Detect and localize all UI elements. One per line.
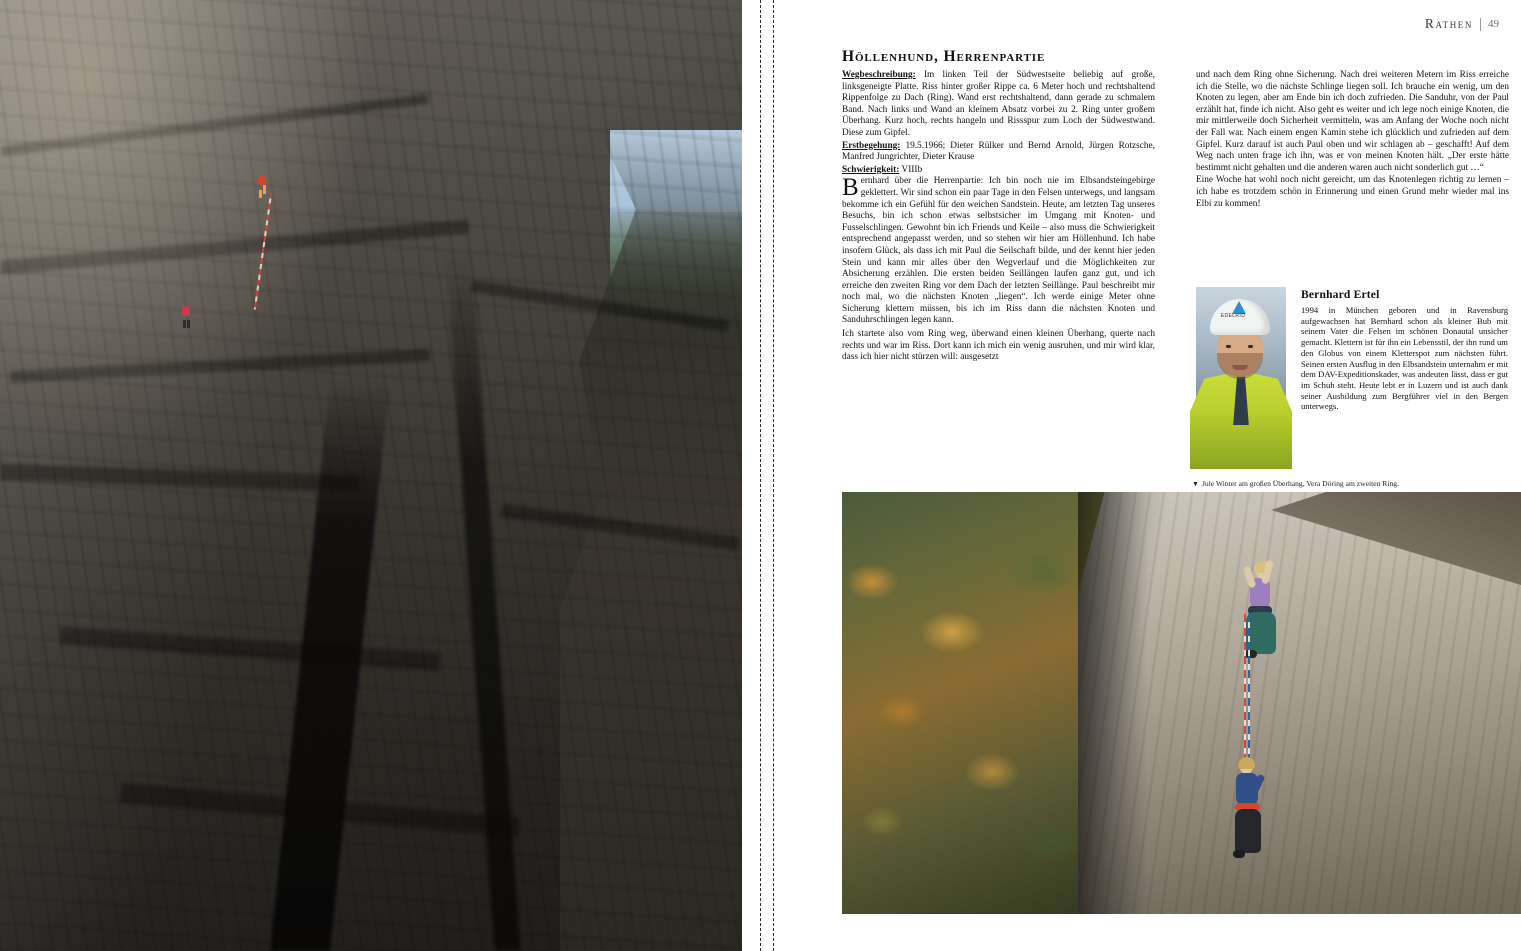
article-paragraph-2-text: Ich startete also vom Ring weg, überwand einen kleinen Überhang, querte nach rechts und war im Riss. Dort kann ich mich ein wenig ausruhen, und mir wird klar, dass ich hier nicht stürzen will: ausgesetzt — [842, 329, 1155, 363]
difficulty-text: VIIIb — [901, 164, 923, 175]
portrait-eye-right — [1248, 345, 1253, 348]
climber-top-legs — [1246, 612, 1276, 654]
fold-line-right — [773, 0, 774, 951]
bio-text: 1994 in München geboren und in Ravensburg aufgewachsen hat Bernhard schon als kleiner Bub mit seinem Vater die Felsen im schönen Donautal unsicher gemacht. Klettern ist für ihn ein Lebensstil, der ihn rund um den Globus von einem Kletterspot zum nächsten führt. Seinen ersten Ausflug in den Elbsandstein unternahm er mit dem DAV-Expeditionskader, was andeuten lässt, dass er gut im Schuh steht. Heute lebt er in Luzern und ist auch dank seiner Ausbildung zum Bergführer viel in den Bergen unterwegs. — [1301, 305, 1508, 412]
portrait-mouth — [1232, 365, 1248, 370]
running-head — [1425, 16, 1499, 32]
page-number: 49 — [1488, 18, 1499, 30]
climber-jule-winter — [1234, 556, 1290, 682]
article-paragraph-4 — [1196, 175, 1509, 210]
caption-bottom-photo-text: Jule Winter am großen Überhang, Vera Döring am zweiten Ring. — [1201, 479, 1399, 488]
label-wegbeschreibung: Wegbeschreibung: — [842, 70, 916, 80]
climber-belayer — [182, 306, 190, 322]
article-paragraph-1 — [842, 176, 1155, 327]
bio-name: Bernhard Ertel — [1301, 289, 1380, 301]
article-paragraph-2 — [842, 329, 1155, 364]
first-ascent-block — [842, 141, 1155, 164]
text-column-right — [1196, 70, 1509, 210]
climber-bottom-legs — [1235, 809, 1261, 853]
article-paragraph-3-text: und nach dem Ring ohne Sicherung. Nach drei weiteren Metern im Riss erreiche ich die Stelle, wo die nächste Schlinge liegen soll. Ich brauche ein wenig, um den Knoten zu legen, aber am Ende bin ich doch zufrieden. Die Sanduhr, von der Paul erzählt hat, finde ich nicht. Also geht es weiter und ich lege noch einige Knoten, die mir mittlerweile doch Sicherheit vermitteln, was am Anfang der Woche noch nicht der Fall war. Nach einem engen Kamin stehe ich glücklich und zufrieden auf dem Gipfel. Kurz darauf ist auch Paul oben und wir schlagen ab – geschafft! Auf dem Weg nach unten frage ich ihn, was er von meinen Knoten hält. „Der erste hätte bestimmt nicht gehalten und die anderen waren auch nicht sonderlich gut …“ — [1196, 70, 1509, 173]
running-head-divider — [1480, 18, 1481, 31]
climber-lead — [258, 176, 266, 192]
label-schwierigkeit: Schwierigkeit: — [842, 164, 900, 175]
label-erstbegehung: Erstbegehung: — [842, 140, 901, 151]
text-column-left — [842, 70, 1155, 364]
portrait-bernhard-ertel — [1196, 287, 1286, 467]
article-paragraph-4-text: Eine Woche hat wohl noch nicht gereicht, um das Knotenlegen richtig zu lernen – ich habe es trotzdem schön in Erinnerung und einen Grund mehr wieder mal ins Elbi zu kommen! — [1196, 175, 1509, 209]
article-paragraph-1-text: ernhard über die Herrenpartie: Ich bin noch nie im Elbsandsteingebirge geklettert. Wir sind schon ein paar Tage in den Felsen unterwegs, und langsam bekomme ich ein Gefühl für den weichen Sandstein. Heute, am letzten Tag unseres Besuchs, bin ich schon etwas selbstsicher im Umgang mit Knoten- und Fusselschlingen. Gewohnt bin ich Friends und Keile – also muss die Schwierigkeit entsprechend angepasst werden, und so stehen wir hier am Höllenhund. Ich habe insofern Glück, als dass ich mit Paul die Seilschaft bilde, und der kennt hier jeden Stein und kann mir alles über den Wegverlauf und die Möglichkeiten zur Absicherung erzählen. Die ersten beiden Seillängen laufen ganz gut, und ich erreiche den zweiten Ring vor dem Dach der letzten Seillänge. Paul beschreibt mir noch mal, wo die nächsten Knoten „liegen“. Ich werde einige Meter ohne Sicherung klettern müssen, bis ich im Riss dann die nächsten Knoten und Sanduhrschlingen legen kann. — [842, 176, 1155, 326]
climber-bottom-hair — [1238, 757, 1255, 769]
helmet-brand-label: EDELRID — [1220, 313, 1246, 319]
route-description-block — [842, 70, 1155, 140]
autumn-forest — [842, 492, 1104, 914]
route-title: Höllenhund, Herrenpartie — [842, 48, 1046, 65]
running-head-title: Rathen — [1424, 16, 1473, 31]
caption-bottom-photo — [1192, 479, 1399, 488]
first-ascent-text: 19.5.1966; Dieter Rülker und Bernd Arnold, Jürgen Rotzsche, Manfred Jungrichter, Dieter Krause — [842, 140, 1155, 163]
bottom-page-photo — [842, 492, 1521, 914]
left-page-photo — [0, 0, 742, 951]
portrait-eye-left — [1226, 345, 1231, 348]
difficulty-block — [842, 165, 1155, 177]
gutter-strip — [785, 0, 831, 951]
route-description-text: Im linken Teil der Südwestseite beliebig auf große, linksgeneigte Platte. Riss hinter großer Rippe ca. 6 Meter hoch und rechtshaltend Rippenfolge zu Dach (Ring). Wand erst rechtshaltend, dann gerade zu schmalem Band. Nach links und Wand an kleinem Absatz vorbei zu 2. Ring unter großem Überhang. Kurz hoch, rechts hangeln und Rissspur zum Loch der Südwestwand. Diese zum Gipfel. — [842, 70, 1155, 138]
caption-arrow-down-icon: ▼ — [1192, 480, 1199, 488]
article-paragraph-3 — [1196, 70, 1509, 174]
climber-vera-doering — [1224, 760, 1272, 870]
fold-line-left — [760, 0, 761, 951]
drop-cap: B — [842, 174, 859, 202]
bottom-rock-shadow — [1078, 492, 1148, 914]
climber-bottom-shoe — [1233, 850, 1245, 858]
